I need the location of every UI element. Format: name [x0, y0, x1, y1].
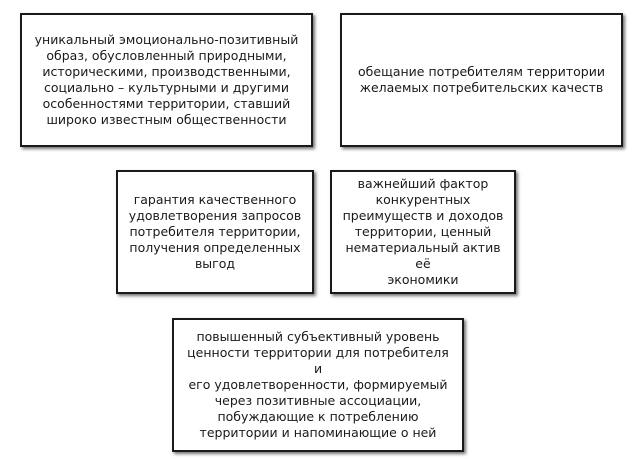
definition-box-promise [340, 13, 623, 147]
box-text: повышенный субъективный уровень ценности территории для потребителя и его удовлетворенности, формируемый через позитивные ассоциации, побуждающие к потреблению территории и напоминающие о ней [187, 329, 449, 440]
definition-box-competitive-factor [330, 170, 516, 294]
definition-box-unique-image [20, 13, 313, 147]
definition-box-subjective-value [172, 318, 464, 452]
box-text: гарантия качественного удовлетворения запросов потребителя территории, получения определенных выгод [128, 192, 302, 271]
box-text: важнейший фактор конкурентных преимуществ и доходов территории, ценный нематериальный актив её экономики [342, 176, 504, 287]
box-text: уникальный эмоционально-позитивный образ, обусловленный природными, историческими, производственными, социально – культурными и другими особенностями территории, ставший широко известным общественности [34, 32, 299, 127]
box-text: обещание потребителям территории желаемых потребительских качеств [358, 64, 605, 95]
definition-box-guarantee [116, 170, 314, 294]
